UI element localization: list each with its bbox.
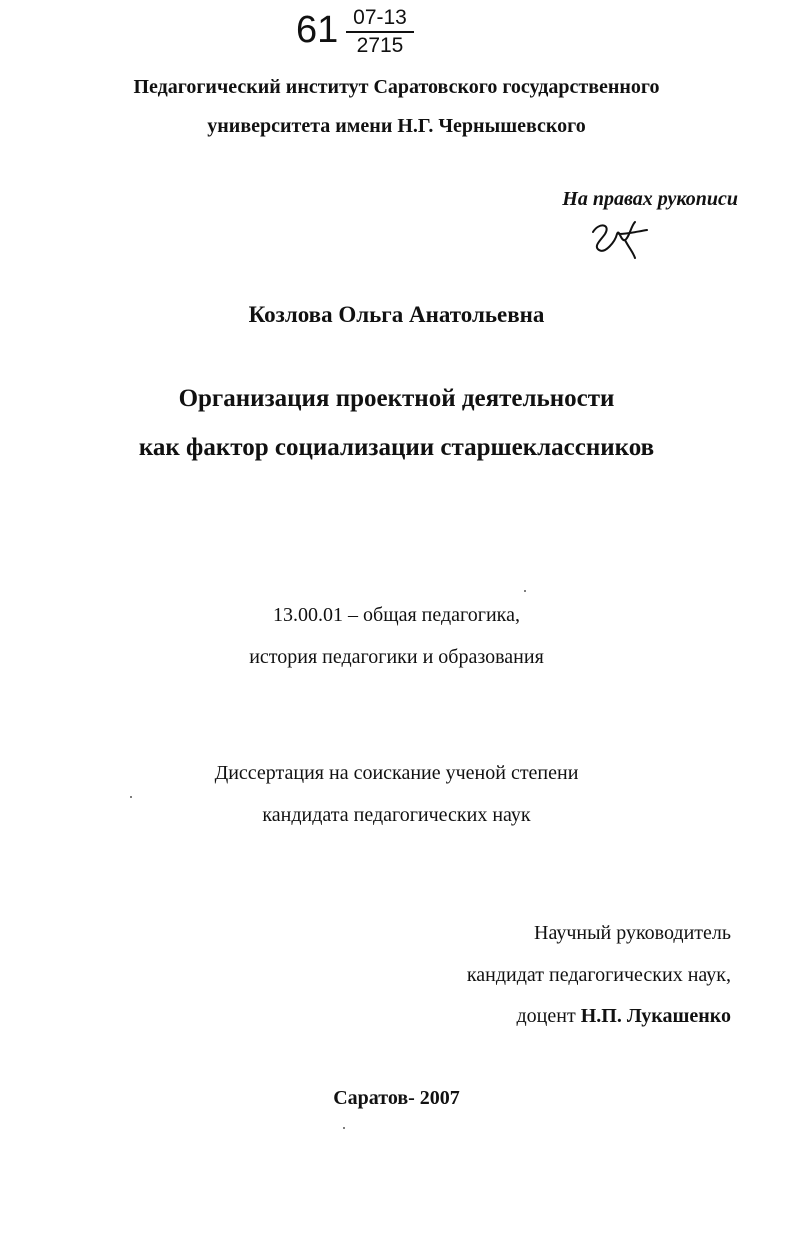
signature-icon [585,212,655,260]
supervisor-name: Н.П. Лукашенко [580,1005,731,1027]
institution-line-2: университета имени Н.Г. Чернышевского [207,115,586,137]
degree-line-2: кандидата педагогических наук [262,804,531,826]
author-name: Козлова Ольга Анатольевна [248,302,545,327]
supervisor-line [517,1005,732,1028]
library-code-main: 61 [296,9,339,51]
scan-speck [524,590,526,592]
supervisor-degree: кандидат педагогических наук, [466,964,731,986]
place-year: Саратов- 2007 [333,1087,460,1109]
supervisor-role: Научный руководитель [534,922,731,944]
supervisor-title: доцент [516,1005,576,1027]
dissertation-title-line-2: как фактор социализации старшеклассников [138,434,655,461]
scan-speck [130,796,132,798]
library-code-fraction [346,6,414,59]
degree-line-1: Диссертация на соискание ученой степени [214,762,579,784]
dissertation-title-line-1: Организация проектной деятельности [178,385,615,412]
library-code-bottom: 2715 [356,34,404,57]
library-code-top: 07-13 [346,6,414,33]
institution-line-1: Педагогический институт Саратовского государственного [133,76,660,98]
specialty-line-1: 13.00.01 – общая педагогика, [273,604,520,626]
manuscript-note: На правах рукописи [562,188,738,210]
scan-speck [343,1127,345,1129]
specialty-line-2: история педагогики и образования [249,646,544,668]
